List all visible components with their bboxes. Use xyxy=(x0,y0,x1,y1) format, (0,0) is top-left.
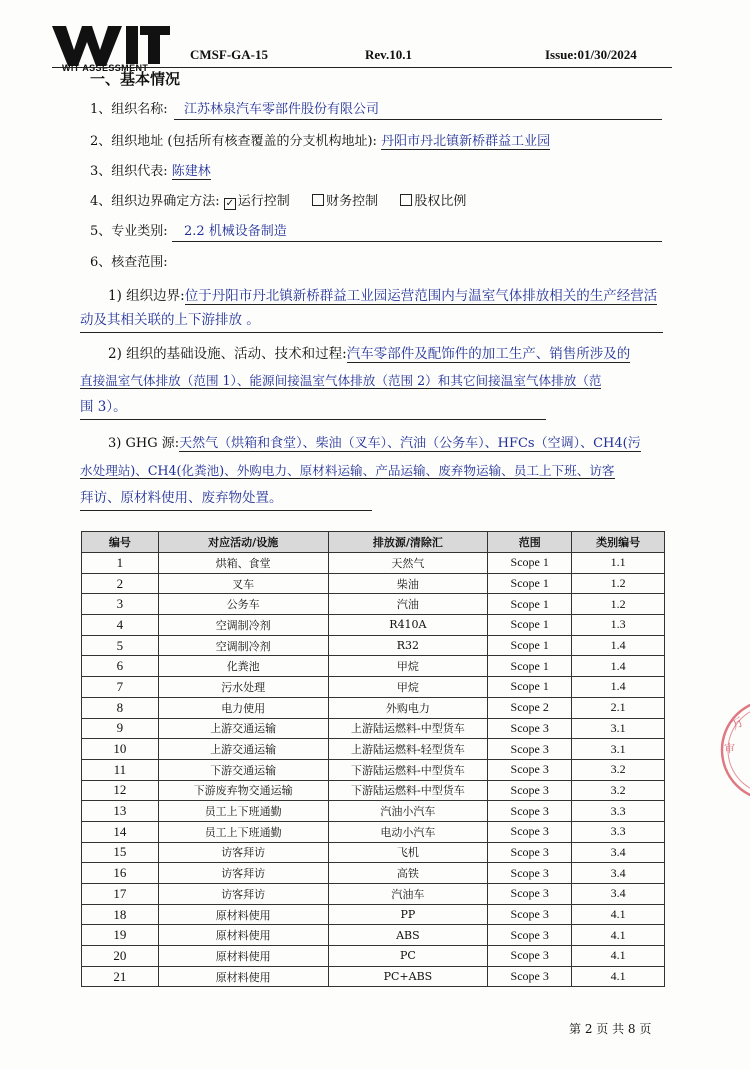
svg-text:审: 审 xyxy=(724,742,735,755)
table-row xyxy=(82,821,665,842)
cell-activity: 污水处理 xyxy=(158,677,328,698)
table-row xyxy=(82,759,665,780)
facilities-line-2 xyxy=(80,369,601,392)
cell-scope: Scope 3 xyxy=(488,821,572,842)
table-row xyxy=(82,553,665,574)
cell-source: R32 xyxy=(328,635,488,656)
table-row xyxy=(82,884,665,905)
category-value: 2.2 机械设备制造 xyxy=(184,224,287,239)
cell-source: R410A xyxy=(328,615,488,636)
cell-scope: Scope 3 xyxy=(488,946,572,967)
boundary-method-label: 4、组织边界确定方法: xyxy=(90,194,220,209)
table-row xyxy=(82,677,665,698)
doc-revision: Rev.10.1 xyxy=(365,47,412,62)
table-row xyxy=(82,801,665,822)
doc-code: CMSF-GA-15 xyxy=(190,47,268,62)
cell-source: 天然气 xyxy=(328,553,488,574)
table-row xyxy=(82,573,665,594)
cell-category: 4.1 xyxy=(572,904,665,925)
table-row xyxy=(82,780,665,801)
cell-activity: 公务车 xyxy=(158,594,328,615)
cell-source: 汽油 xyxy=(328,594,488,615)
cell-activity: 原材料使用 xyxy=(158,904,328,925)
scope-label: 6、核查范围: xyxy=(90,255,168,270)
col-header-source: 排放源/清除汇 xyxy=(328,532,488,553)
cell-source: ABS xyxy=(328,925,488,946)
logo-subtitle: WIT ASSESSMENT xyxy=(62,63,149,73)
cell-category: 4.1 xyxy=(572,946,665,967)
cell-source: 上游陆运燃料-轻型货车 xyxy=(328,739,488,760)
col-header-activity: 对应活动/设施 xyxy=(158,532,328,553)
cell-category: 1.2 xyxy=(572,594,665,615)
cell-activity: 访客拜访 xyxy=(158,884,328,905)
company-seal xyxy=(712,690,750,810)
cell-id: 8 xyxy=(82,697,159,718)
cell-category: 3.2 xyxy=(572,780,665,801)
cell-id: 7 xyxy=(82,677,159,698)
cell-scope: Scope 3 xyxy=(488,884,572,905)
cell-category: 3.4 xyxy=(572,863,665,884)
ghg-line-3 xyxy=(80,487,372,511)
cell-scope: Scope 3 xyxy=(488,718,572,739)
ghg-paragraph xyxy=(108,432,641,455)
org-name-field xyxy=(174,101,662,120)
cell-activity: 原材料使用 xyxy=(158,946,328,967)
checkbox-equity[interactable] xyxy=(400,194,412,206)
cell-id: 10 xyxy=(82,739,159,760)
cell-activity: 员工上下班通勤 xyxy=(158,801,328,822)
cell-source: 外购电力 xyxy=(328,697,488,718)
boundary-line-2 xyxy=(80,309,663,333)
cell-source: 甲烷 xyxy=(328,656,488,677)
org-address-row xyxy=(90,133,550,151)
cell-activity: 化粪池 xyxy=(158,656,328,677)
table-row xyxy=(82,925,665,946)
cell-source: 柴油 xyxy=(328,573,488,594)
cell-activity: 烘箱、食堂 xyxy=(158,553,328,574)
table-row xyxy=(82,739,665,760)
cell-source: 汽油小汽车 xyxy=(328,801,488,822)
facilities-text-3: 围 3）。 xyxy=(80,399,127,415)
cell-source: 下游陆运燃料-中型货车 xyxy=(328,759,488,780)
col-header-scope: 范围 xyxy=(488,532,572,553)
boundary-text-1: 位于丹阳市丹北镇新桥群益工业园运营范围内与温室气体排放相关的生产经营活 xyxy=(184,288,658,304)
category-row xyxy=(90,223,168,241)
cell-id: 3 xyxy=(82,594,159,615)
cell-source: PC xyxy=(328,946,488,967)
cell-id: 20 xyxy=(82,946,159,967)
cell-category: 3.3 xyxy=(572,821,665,842)
boundary-prefix: 1) 组织边界: xyxy=(108,288,185,304)
cell-id: 2 xyxy=(82,573,159,594)
cell-scope: Scope 1 xyxy=(488,553,572,574)
cell-scope: Scope 3 xyxy=(488,759,572,780)
cell-scope: Scope 2 xyxy=(488,697,572,718)
cell-scope: Scope 3 xyxy=(488,904,572,925)
cell-scope: Scope 3 xyxy=(488,966,572,987)
cell-id: 13 xyxy=(82,801,159,822)
facilities-line-3 xyxy=(80,396,546,420)
table-row xyxy=(82,904,665,925)
cell-id: 12 xyxy=(82,780,159,801)
category-label: 5、专业类别: xyxy=(90,224,168,239)
section-title: 一、基本情况 xyxy=(90,70,181,88)
table-row xyxy=(82,718,665,739)
option-equity-label: 股权比例 xyxy=(414,194,467,209)
page-number: 第 2 页 共 8 页 xyxy=(569,1022,652,1036)
cell-id: 19 xyxy=(82,925,159,946)
cell-source: 电动小汽车 xyxy=(328,821,488,842)
cell-source: 高铁 xyxy=(328,863,488,884)
cell-category: 3.2 xyxy=(572,759,665,780)
org-name-row xyxy=(90,101,168,119)
org-rep-value: 陈建林 xyxy=(171,164,211,179)
cell-activity: 叉车 xyxy=(158,573,328,594)
table-row xyxy=(82,656,665,677)
col-header-id: 编号 xyxy=(82,532,159,553)
cell-scope: Scope 3 xyxy=(488,925,572,946)
doc-issue-date: Issue:01/30/2024 xyxy=(545,47,637,62)
cell-source: 下游陆运燃料-中型货车 xyxy=(328,780,488,801)
cell-id: 5 xyxy=(82,635,159,656)
cell-scope: Scope 1 xyxy=(488,594,572,615)
cell-id: 4 xyxy=(82,615,159,636)
cell-scope: Scope 3 xyxy=(488,780,572,801)
cell-scope: Scope 3 xyxy=(488,739,572,760)
cell-scope: Scope 3 xyxy=(488,801,572,822)
cell-category: 3.1 xyxy=(572,739,665,760)
cell-category: 1.4 xyxy=(572,677,665,698)
cell-category: 4.1 xyxy=(572,966,665,987)
cell-activity: 员工上下班通勤 xyxy=(158,821,328,842)
cell-scope: Scope 1 xyxy=(488,635,572,656)
cell-activity: 空调制冷剂 xyxy=(158,615,328,636)
cell-category: 3.3 xyxy=(572,801,665,822)
table-row xyxy=(82,697,665,718)
cell-source: 汽油车 xyxy=(328,884,488,905)
cell-activity: 电力使用 xyxy=(158,697,328,718)
cell-category: 1.4 xyxy=(572,656,665,677)
cell-category: 1.2 xyxy=(572,573,665,594)
cell-source: 飞机 xyxy=(328,842,488,863)
org-rep-label: 3、组织代表: xyxy=(90,164,168,179)
cell-activity: 原材料使用 xyxy=(158,925,328,946)
org-address-value: 丹阳市丹北镇新桥群益工业园 xyxy=(381,134,551,149)
emission-sources-table xyxy=(81,531,665,987)
cell-category: 1.3 xyxy=(572,615,665,636)
col-header-category: 类别编号 xyxy=(572,532,665,553)
cell-activity: 访客拜访 xyxy=(158,842,328,863)
cell-source: 上游陆运燃料-中型货车 xyxy=(328,718,488,739)
cell-category: 3.4 xyxy=(572,884,665,905)
ghg-text-1: 天然气（烘箱和食堂）、柴油（叉车）、汽油（公务车）、HFCs（空调）、CH4(污 xyxy=(179,436,641,451)
cell-id: 21 xyxy=(82,966,159,987)
cell-id: 11 xyxy=(82,759,159,780)
table-header-row xyxy=(82,532,665,553)
cell-activity: 上游交通运输 xyxy=(158,739,328,760)
cell-id: 6 xyxy=(82,656,159,677)
cell-category: 1.4 xyxy=(572,635,665,656)
cell-activity: 下游废弃物交通运输 xyxy=(158,780,328,801)
cell-scope: Scope 1 xyxy=(488,677,572,698)
checkbox-operational[interactable]: ✓ xyxy=(225,198,234,209)
checkbox-financial[interactable] xyxy=(312,194,324,206)
cell-id: 9 xyxy=(82,718,159,739)
facilities-paragraph xyxy=(108,343,630,366)
org-rep-row xyxy=(90,163,211,181)
facilities-text-2: 直接温室气体排放（范围 1）、能源间接温室气体排放（范围 2）和其它间接温室气体排放（范 xyxy=(80,373,602,388)
svg-text:万: 万 xyxy=(728,714,746,733)
ghg-prefix: 3) GHG 源: xyxy=(108,436,180,451)
cell-source: PP xyxy=(328,904,488,925)
org-address-label: 2、组织地址 (包括所有核查覆盖的分支机构地址): xyxy=(90,134,377,149)
option-operational-label: 运行控制 xyxy=(237,194,290,209)
cell-source: PC+ABS xyxy=(328,966,488,987)
table-row xyxy=(82,635,665,656)
cell-activity: 空调制冷剂 xyxy=(158,635,328,656)
cell-category: 2.1 xyxy=(572,697,665,718)
table-row xyxy=(82,842,665,863)
cell-scope: Scope 1 xyxy=(488,656,572,677)
cell-category: 3.1 xyxy=(572,718,665,739)
cell-id: 17 xyxy=(82,884,159,905)
cell-scope: Scope 1 xyxy=(488,615,572,636)
cell-source: 甲烷 xyxy=(328,677,488,698)
cell-activity: 原材料使用 xyxy=(158,966,328,987)
boundary-paragraph xyxy=(108,285,668,308)
org-name-value: 江苏林泉汽车零部件股份有限公司 xyxy=(184,102,380,117)
cell-category: 1.1 xyxy=(572,553,665,574)
boundary-method-row xyxy=(90,193,466,211)
ghg-line-2 xyxy=(80,459,615,482)
cell-id: 15 xyxy=(82,842,159,863)
cell-activity: 下游交通运输 xyxy=(158,759,328,780)
cell-id: 18 xyxy=(82,904,159,925)
org-name-label: 1、组织名称: xyxy=(90,102,168,117)
table-row xyxy=(82,615,665,636)
table-row xyxy=(82,946,665,967)
cell-category: 4.1 xyxy=(572,925,665,946)
cell-scope: Scope 3 xyxy=(488,863,572,884)
cell-activity: 上游交通运输 xyxy=(158,718,328,739)
category-field xyxy=(172,223,662,242)
cell-scope: Scope 3 xyxy=(488,842,572,863)
ghg-text-2: 水处理站)、CH4(化粪池)、外购电力、原材料运输、产品运输、废弃物运输、员工上下班、访客 xyxy=(80,463,615,478)
ghg-text-3: 拜访、原材料使用、废弃物处置。 xyxy=(80,490,283,506)
cell-category: 3.4 xyxy=(572,842,665,863)
facilities-prefix: 2) 组织的基础设施、活动、技术和过程: xyxy=(108,346,347,362)
table-row xyxy=(82,966,665,987)
table-row xyxy=(82,863,665,884)
boundary-text-2: 动及其相关联的上下游排放 。 xyxy=(80,312,260,328)
facilities-text-1: 汽车零部件及配饰件的加工生产、销售所涉及的 xyxy=(346,346,631,362)
cell-scope: Scope 1 xyxy=(488,573,572,594)
cell-id: 1 xyxy=(82,553,159,574)
cell-id: 16 xyxy=(82,863,159,884)
option-financial-label: 财务控制 xyxy=(326,194,379,209)
table-row xyxy=(82,594,665,615)
cell-activity: 访客拜访 xyxy=(158,863,328,884)
cell-id: 14 xyxy=(82,821,159,842)
